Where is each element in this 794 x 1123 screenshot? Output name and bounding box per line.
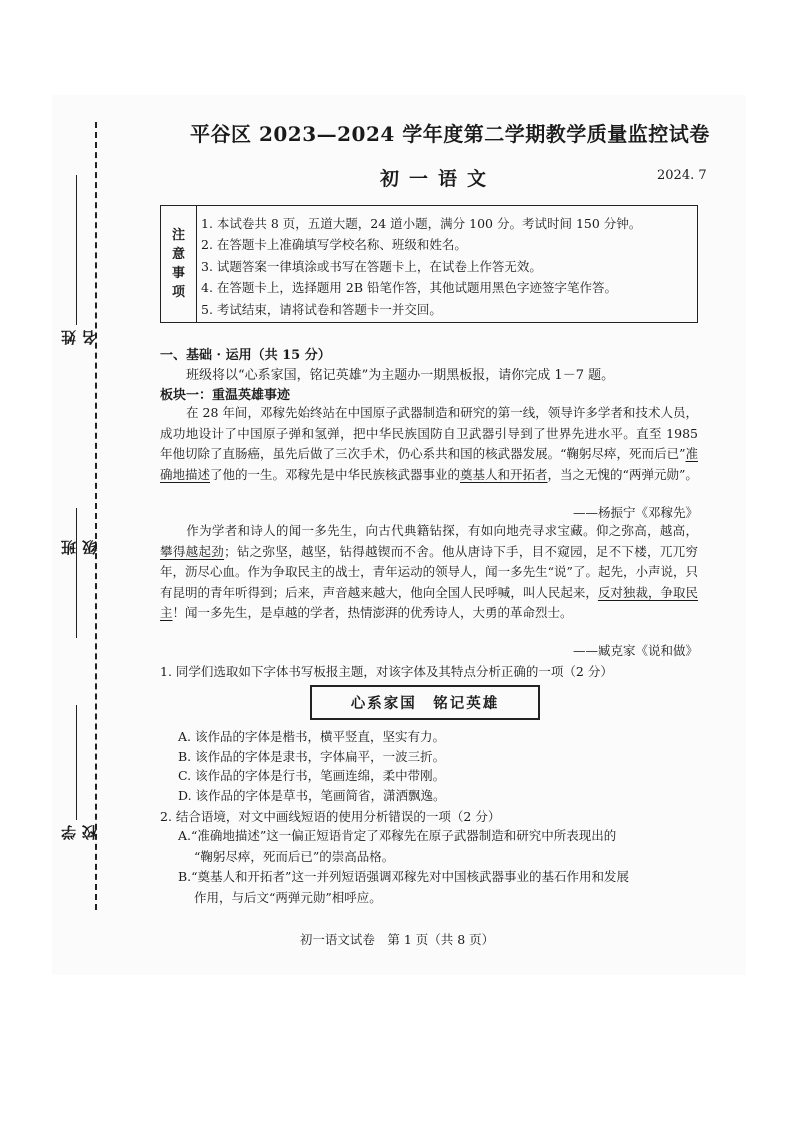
binding-dashed-line	[95, 122, 97, 910]
name-label: 姓名	[60, 330, 99, 345]
passage-source: ——杨振宁《邓稼先》	[572, 505, 698, 520]
notice-heading-char: 事	[171, 266, 185, 281]
block-title: 板块一：重温英雄事迹	[160, 388, 291, 403]
notice-item: 2. 在答题卡上准确填写学校名称、班级和姓名。	[201, 237, 467, 253]
option-a: A. 该作品的字体是楷书，横平竖直，坚实有力。	[178, 729, 445, 744]
calligraphy-sample: 心系家国 铭记英雄	[310, 685, 540, 720]
option-c: C. 该作品的字体是行书，笔画连绵，柔中带刚。	[178, 768, 446, 784]
notice-list	[201, 213, 641, 320]
notice-item: 5. 考试结束，请将试卷和答题卡一并交回。	[201, 301, 442, 317]
notice-heading-char: 项	[171, 285, 185, 300]
section-title: 一、基础 · 运用（共 15 分）	[160, 348, 331, 363]
notice-item: 1. 本试卷共 8 页，五道大题，24 道小题，满分 100 分。考试时间 150 分钟。	[201, 216, 642, 231]
notice-box	[160, 205, 698, 323]
notice-item: 3. 试题答案一律填涂或书写在答题卡上，在试卷上作答无效。	[201, 258, 542, 274]
passage-wen-yiduo: 作为学者和诗人的闻一多先生，向古代典籍钻探，有如向地壳寻求宝藏。仰之弥高，越高，攀得越起劲；钻之弥坚，越坚，钻得越锲而不舍。他从唐诗下手，目不窥园，足不下楼，兀兀穷年，沥尽心血。作为争取民主的战士，青年运动的领导人，闻一多先生“说”了。起先，小声说，只有昆明的青年听得到；后来，声音越来越大，他向全国人民呼喊，叫人民起来，反对独裁，争取民主！闻一多先生，是卓越的学者，热情澎湃的优秀诗人，大勇的革命烈士。	[160, 523, 698, 620]
school-label: 学校	[60, 825, 99, 840]
question-2-stem: 2. 结合语境，对文中画线短语的使用分析错误的一项（2 分）	[160, 809, 501, 824]
passage-deng-jiaxian: 在 28 年间，邓稼先始终站在中国原子武器制造和研究的第一线，领导许多学者和技术人员，成功地设计了中国原子弹和氢弹，把中华民族国防自卫武器引导到了世界先进水平。直至 1985 年他切除了直肠癌，虽先后做了三次手术，仍心系共和国的核武器发展。“鞠躬尽瘁，死而后已”准确地描述了他的一生。邓稼先是中华民族核武器事业的奠基人和开拓者，当之无愧的“两弹元勋”。	[160, 405, 698, 482]
notice-item: 4. 在答题卡上，选择题用 2B 铅笔作答，其他试题用黑色字迹签字笔作答。	[201, 280, 617, 296]
class-label: 班级	[60, 540, 99, 555]
passage-source: ——臧克家《说和做》	[572, 643, 698, 658]
notice-heading-char: 意	[171, 247, 185, 262]
section-intro: 班级将以“心系家国，铭记英雄”为主题办一期黑板报，请你完成 1－7 题。	[186, 368, 615, 383]
question-1-stem: 1. 同学们选取如下字体书写板报主题，对该字体及其特点分析正确的一项（2 分）	[160, 664, 613, 679]
name-underline	[76, 175, 77, 325]
question-2-option-b: B.“奠基人和开拓者”这一并列短语强调邓稼先对中国核武器事业的基石作用和发展 作用，与后文“两弹元勋”相呼应。	[178, 869, 629, 905]
option-b: B. 该作品的字体是隶书，字体扁平，一波三折。	[178, 748, 446, 764]
notice-heading	[161, 206, 197, 322]
class-underline	[76, 508, 77, 638]
exam-title: 平谷区 2023—2024 学年度第二学期教学质量监控试卷	[190, 122, 710, 146]
underlined-phrase: 反对独裁，争取民主	[160, 584, 698, 620]
exam-subject: 初一语文	[380, 168, 497, 190]
underlined-phrase: 奠基人和开拓者	[460, 466, 548, 482]
notice-heading-char: 注	[171, 228, 185, 243]
underlined-phrase: 准确地描述	[160, 446, 698, 482]
option-d: D. 该作品的字体是草书，笔画简省，潇洒飘逸。	[178, 787, 446, 803]
school-underline	[76, 705, 77, 820]
underlined-phrase: 攀得越起劲	[160, 543, 225, 559]
question-1-options	[178, 727, 446, 805]
exam-date: 2024. 7	[657, 168, 707, 183]
question-2-option-a: A.“准确地描述”这一偏正短语肯定了邓稼先在原子武器制造和研究中所表现出的 “鞠躬尽瘁，死而后已”的崇高品格。	[178, 828, 617, 864]
page-footer: 初一语文试卷 第 1 页（共 8 页）	[299, 932, 495, 947]
